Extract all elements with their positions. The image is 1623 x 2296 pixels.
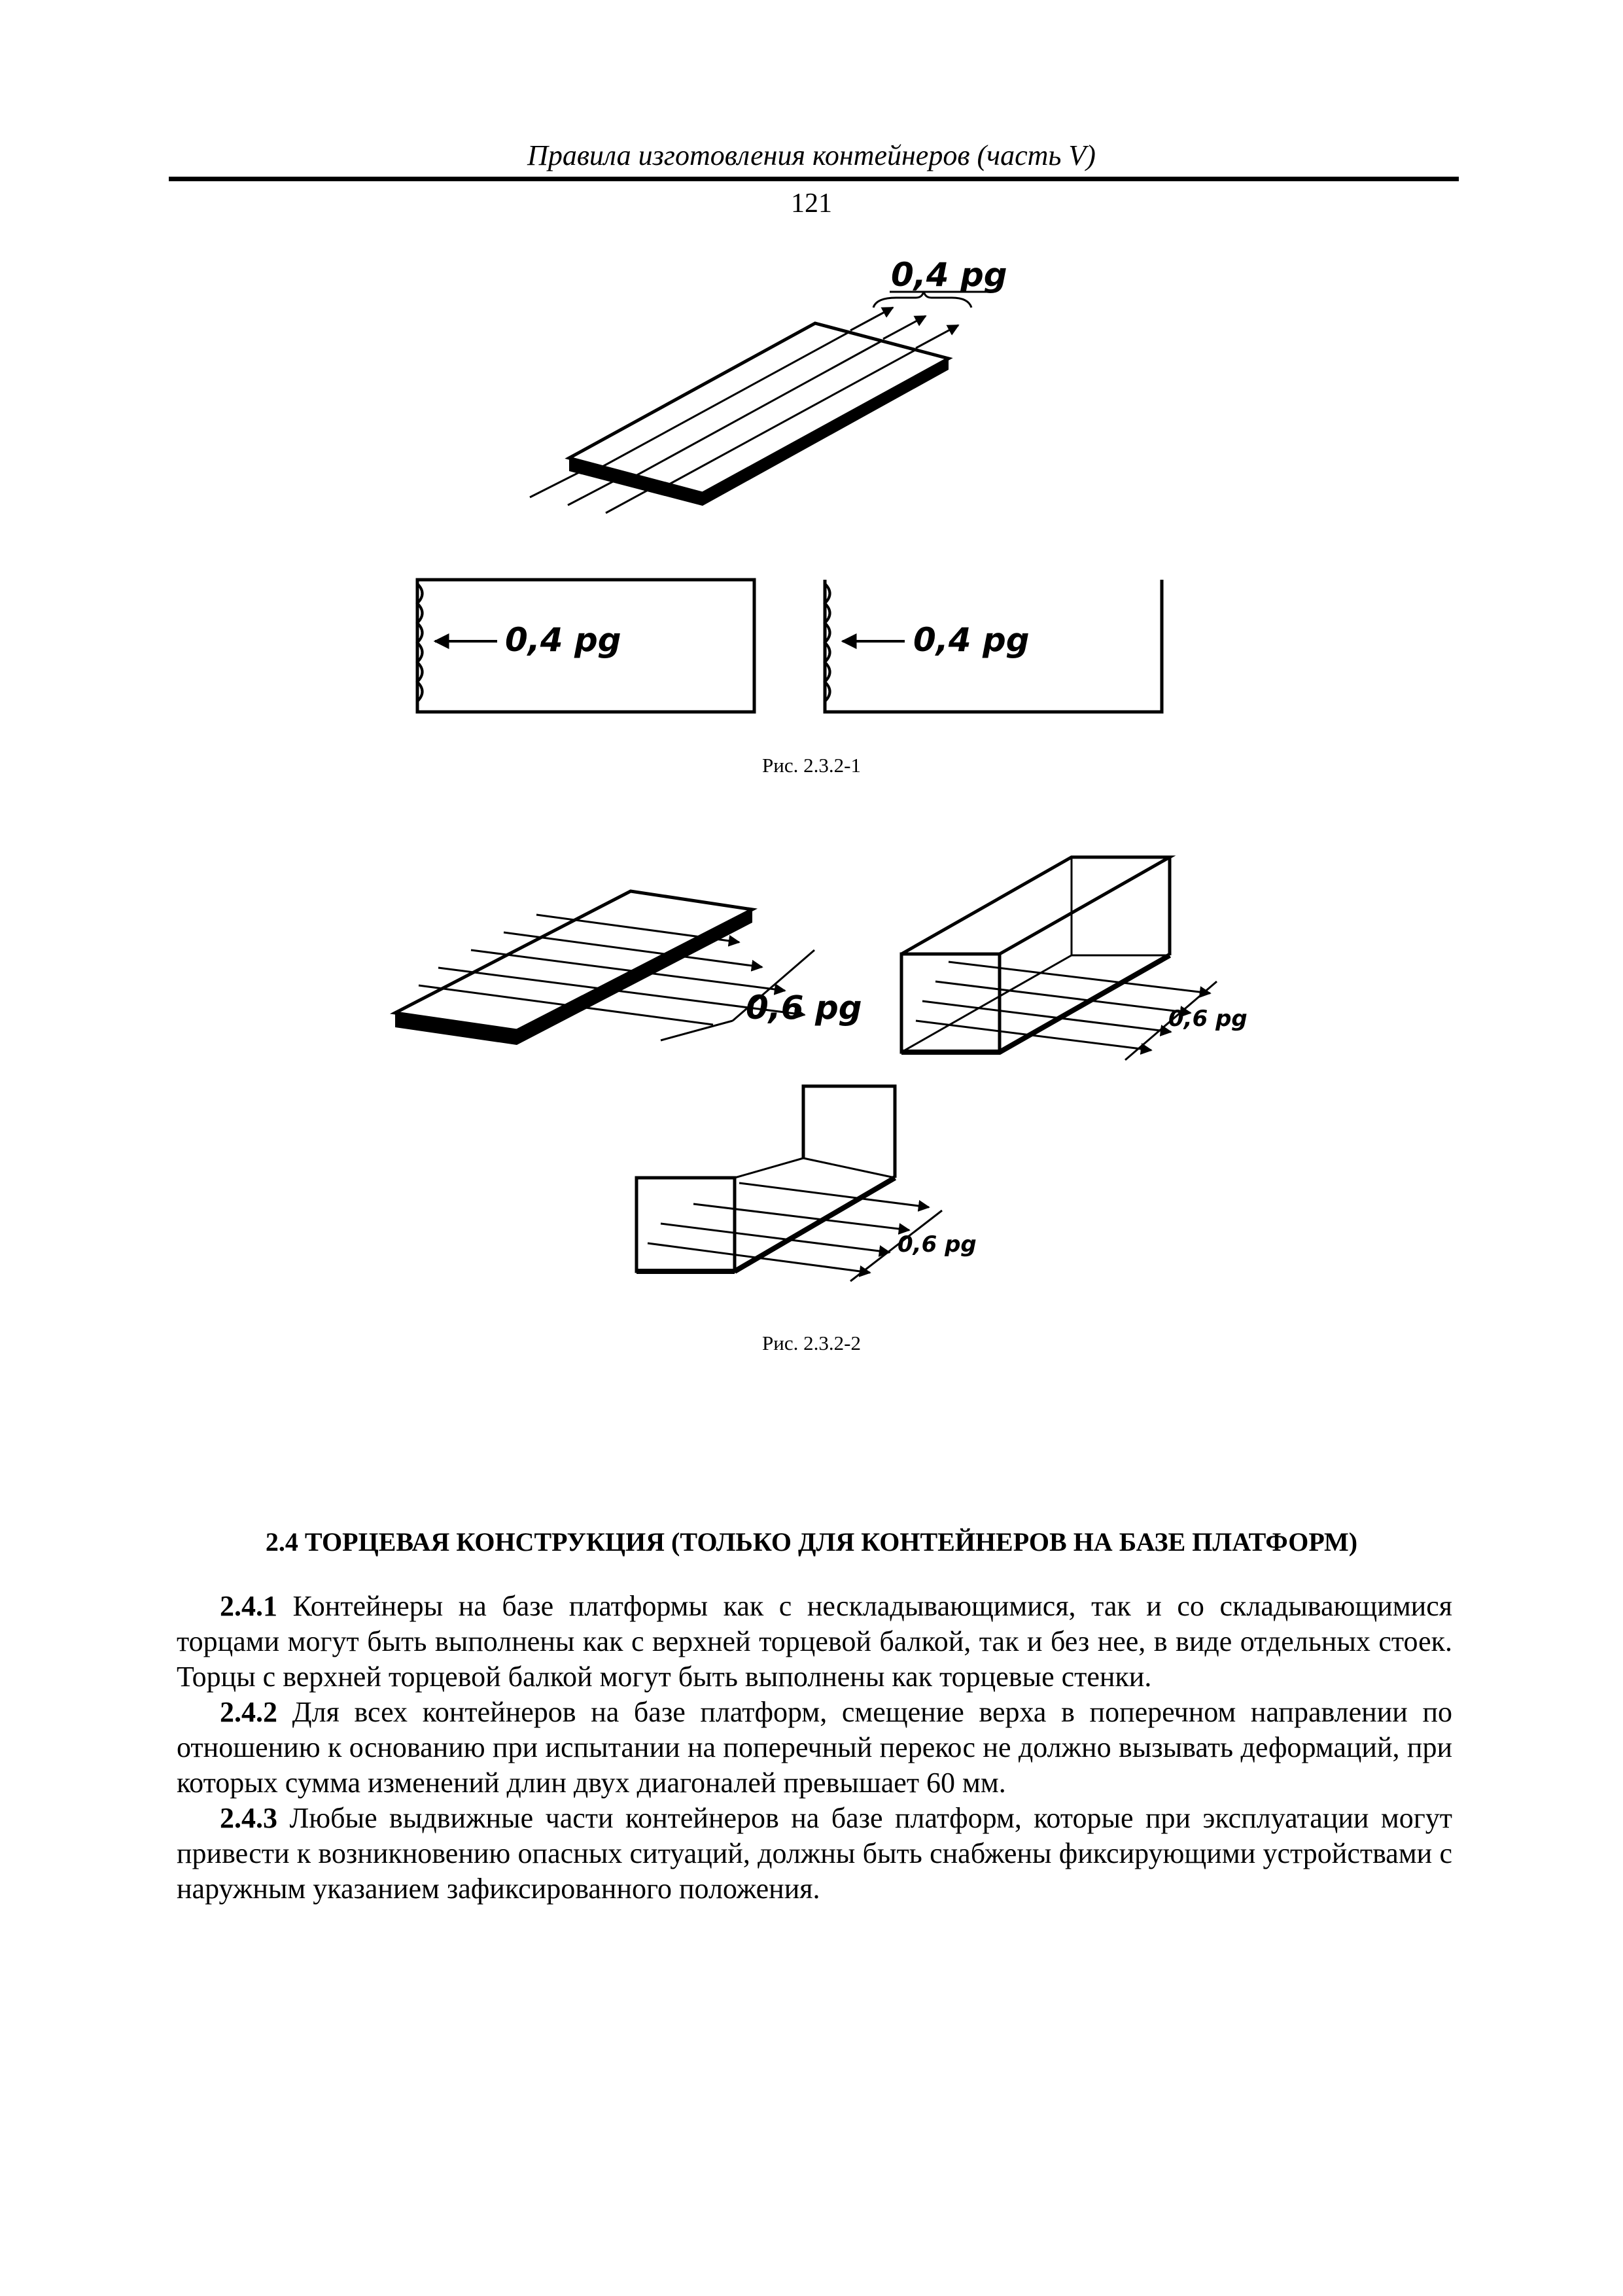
section-heading: 2.4 ТОРЦЕВАЯ КОНСТРУКЦИЯ (ТОЛЬКО ДЛЯ КОНТЕЙНЕРОВ НА БАЗЕ ПЛАТФОРМ) [265, 1527, 1358, 1557]
page-number: 121 [791, 188, 832, 219]
fig1-left-label: 0,4 pg [505, 621, 621, 659]
paragraph-text: Контейнеры на базе платформы как с нескладывающимися, так и со складывающимися торцами могут быть выполнены как с верхней торцевой балкой, так и без нее, в виде отдельных стоек. Торцы с верхней торцевой балкой могут быть выполнены как торцевые стенки. [177, 1590, 1452, 1693]
paragraph-text: Для всех контейнеров на базе платформ, смещение верха в поперечном направлении по отношению к основанию при испытании на поперечный перекос не должно вызывать деформаций, при которых сумма изменений длин двух диагоналей превышает 60 мм. [177, 1696, 1453, 1799]
fig2-box-label: 0,6 pg [1168, 1006, 1248, 1032]
paragraph-text: Любые выдвижные части контейнеров на базе платформ, которые при эксплуатации могут привести к возникновению опасных ситуаций, должны быть снабжены фиксирующими устройствами с наружным указанием зафиксированного положения. [177, 1802, 1453, 1905]
paragraph-2-4-3 [177, 1801, 1452, 1907]
fig2-open-label: 0,6 pg [898, 1231, 977, 1258]
fig2-platform-label: 0,6 pg [746, 989, 862, 1027]
fig1-right-label: 0,4 pg [913, 621, 1030, 659]
fig1-slab-drawing [530, 291, 989, 513]
paragraph-number: 2.4.1 [220, 1590, 277, 1622]
fig2-open-drawing [637, 1086, 942, 1281]
running-header-title: Правила изготовления контейнеров (часть V) [527, 139, 1096, 171]
paragraph-number: 2.4.2 [220, 1696, 277, 1728]
paragraph-2-4-2 [177, 1695, 1452, 1801]
paragraph-number: 2.4.3 [220, 1802, 277, 1834]
fig1-top-label: 0,4 pg [891, 256, 1007, 294]
fig1-caption: Рис. 2.3.2-1 [762, 754, 861, 777]
fig2-caption: Рис. 2.3.2-2 [762, 1332, 861, 1354]
paragraph-2-4-1 [177, 1589, 1452, 1695]
